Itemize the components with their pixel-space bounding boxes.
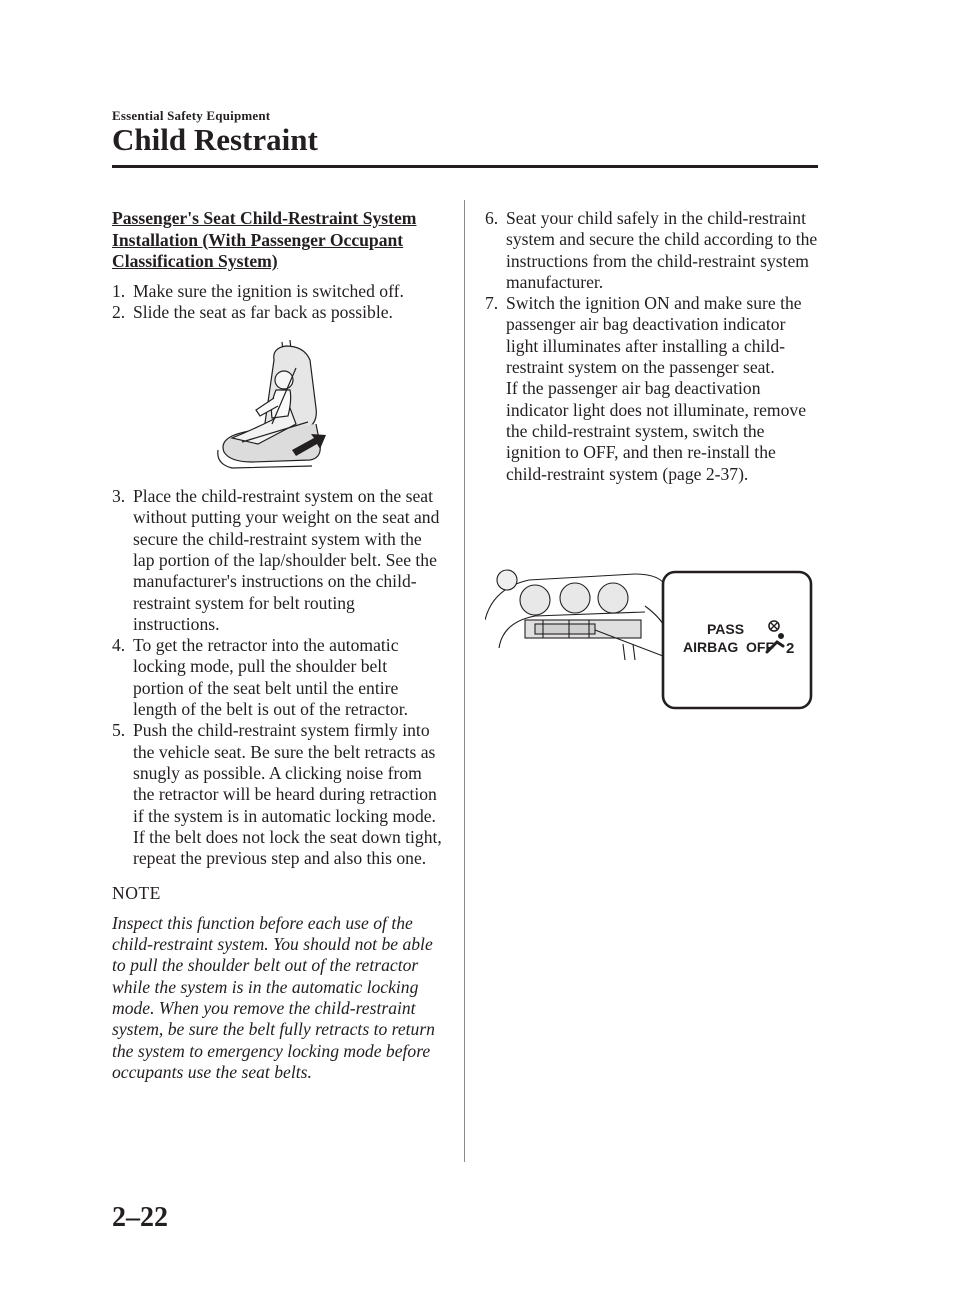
step-text: Push the child-restraint system firmly into the vehicle seat. Be sure the belt retracts as snugly as possible. A clicking noise from the retractor will be heard during retraction if the system is in automatic locking mode. If the belt does not lock the seat down tight, repeat the previous step and also this one.: [133, 720, 442, 869]
step-number: 1.: [112, 280, 126, 301]
steps-list-b: [112, 486, 442, 869]
indicator-icon-digit: 2: [786, 640, 795, 657]
steps-list-c: [485, 208, 820, 378]
steps-list-a: [112, 281, 442, 324]
step-text: Seat your child safely in the child-restraint system and secure the child according to the instructions from the child-restraint system manufacturer.: [506, 208, 818, 292]
step-number: 6.: [485, 208, 499, 228]
left-column: [112, 208, 442, 1083]
list-item: [112, 720, 442, 869]
list-item: [112, 281, 442, 302]
step-text: Slide the seat as far back as possible.: [133, 301, 393, 322]
list-item: [112, 302, 442, 323]
indicator-line2: AIRBAG OFF: [683, 639, 774, 655]
step-number: 4.: [112, 635, 126, 656]
list-item: [485, 293, 820, 378]
note-text: Inspect this function before each use of the child-restraint system. You should not be able to pull the shoulder belt out of the retractor while the system is in the automatic locking mode. When you remove the child-restraint system, be sure the belt fully retracts to return the system to emergency locking mode before occupants use the seat belts.: [112, 912, 435, 1082]
step-number: 3.: [112, 486, 126, 507]
indicator-line1: PASS: [707, 621, 745, 637]
list-item: [112, 486, 442, 635]
section-label: Essential Safety Equipment: [112, 108, 271, 123]
step-text: To get the retractor into the automatic locking mode, pull the shoulder belt portion of the seat belt until the entire length of the belt is out of the retractor.: [133, 635, 409, 720]
page-title: Child Restraint: [112, 122, 318, 157]
step-number: 2.: [112, 301, 126, 322]
step-7-continuation: If the passenger air bag deactivation indicator light does not illuminate, remove the child-restraint system, switch the ignition to OFF, and then re-install the child-restraint system (page 2-37).: [506, 378, 807, 484]
step-text: Place the child-restraint system on the seat without putting your weight on the seat and secure the child-restraint system with the lap portion of the lap/shoulder belt. See the manufacturer's instructions on the child-restraint system for belt routing instructions.: [133, 486, 440, 634]
step-number: 7.: [485, 293, 499, 314]
column-divider: [464, 200, 465, 1162]
list-item: [112, 635, 442, 720]
note-label: NOTE: [112, 883, 161, 904]
page-number: 2–22: [112, 1202, 168, 1233]
airbag-indicator-illustration: [485, 548, 815, 713]
step-number: 5.: [112, 720, 126, 741]
right-column: [485, 208, 820, 485]
step-text: Switch the ignition ON and make sure the passenger air bag deactivation indicator light illuminates after installing a child-restraint system on the passenger seat.: [506, 293, 802, 378]
list-item: [485, 208, 820, 293]
seat-slide-illustration: [212, 338, 334, 472]
step-text: Make sure the ignition is switched off.: [133, 280, 404, 301]
title-rule: [112, 165, 818, 168]
section-heading: Passenger's Seat Child-Restraint System Installation (With Passenger Occupant Classification System): [112, 208, 417, 271]
